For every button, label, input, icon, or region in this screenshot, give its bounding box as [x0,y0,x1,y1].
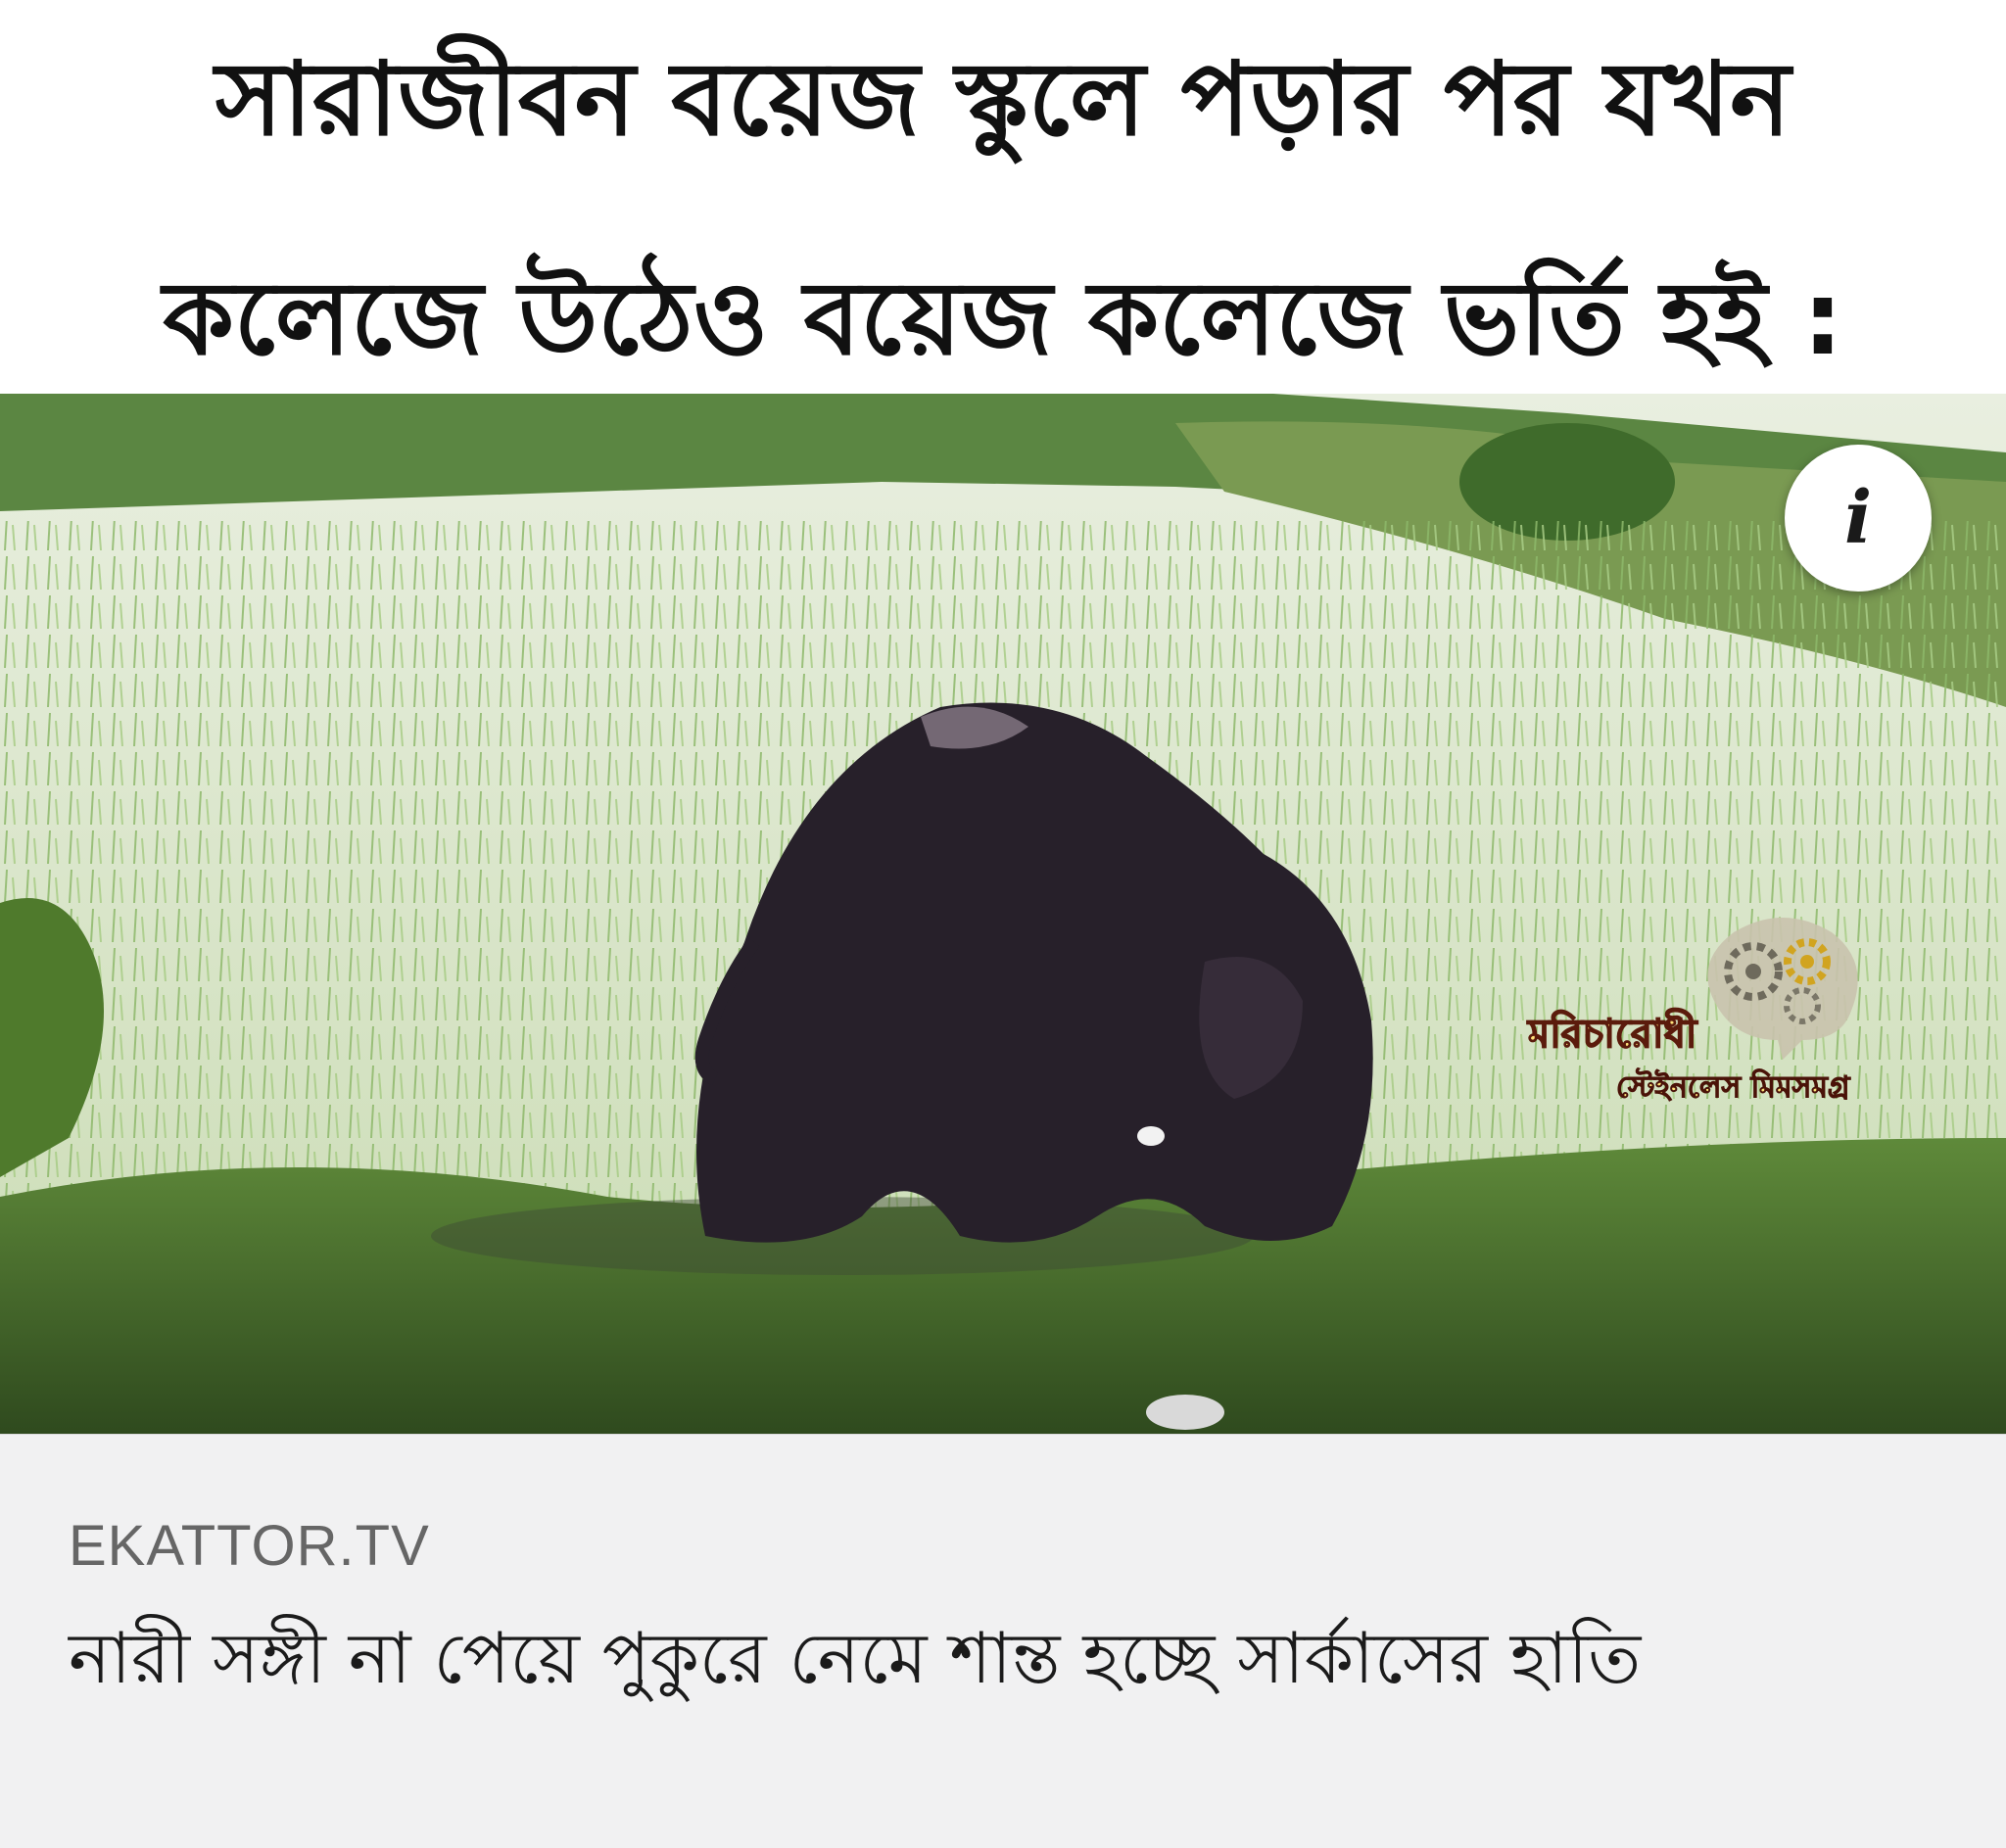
gear-brain-icon [1685,903,1871,1060]
info-button[interactable] [1785,445,1932,592]
caption-line-2: কলেজে উঠেও বয়েজ কলেজে ভর্তি হই : [163,259,1843,378]
info-icon: i [1843,476,1873,560]
post-photo[interactable] [0,394,2006,1434]
meme-caption [0,0,2006,394]
watermark-name: মরিচারোধী [1528,1012,1697,1057]
link-preview-card[interactable] [0,1434,2006,1848]
pipe-end [1146,1395,1224,1430]
watermark-tagline: স্টেইনলেস মিমসমগ্র [1616,1070,1850,1105]
link-headline[interactable]: নারী সঙ্গী না পেয়ে পুকুরে নেমে শান্ত হচ্ছে সার্কাসের হাতি [69,1617,1642,1699]
link-source: EKATTOR.TV [69,1514,430,1578]
caption-line-1: সারাজীবন বয়েজ স্কুলে পড়ার পর যখন [215,39,1791,159]
